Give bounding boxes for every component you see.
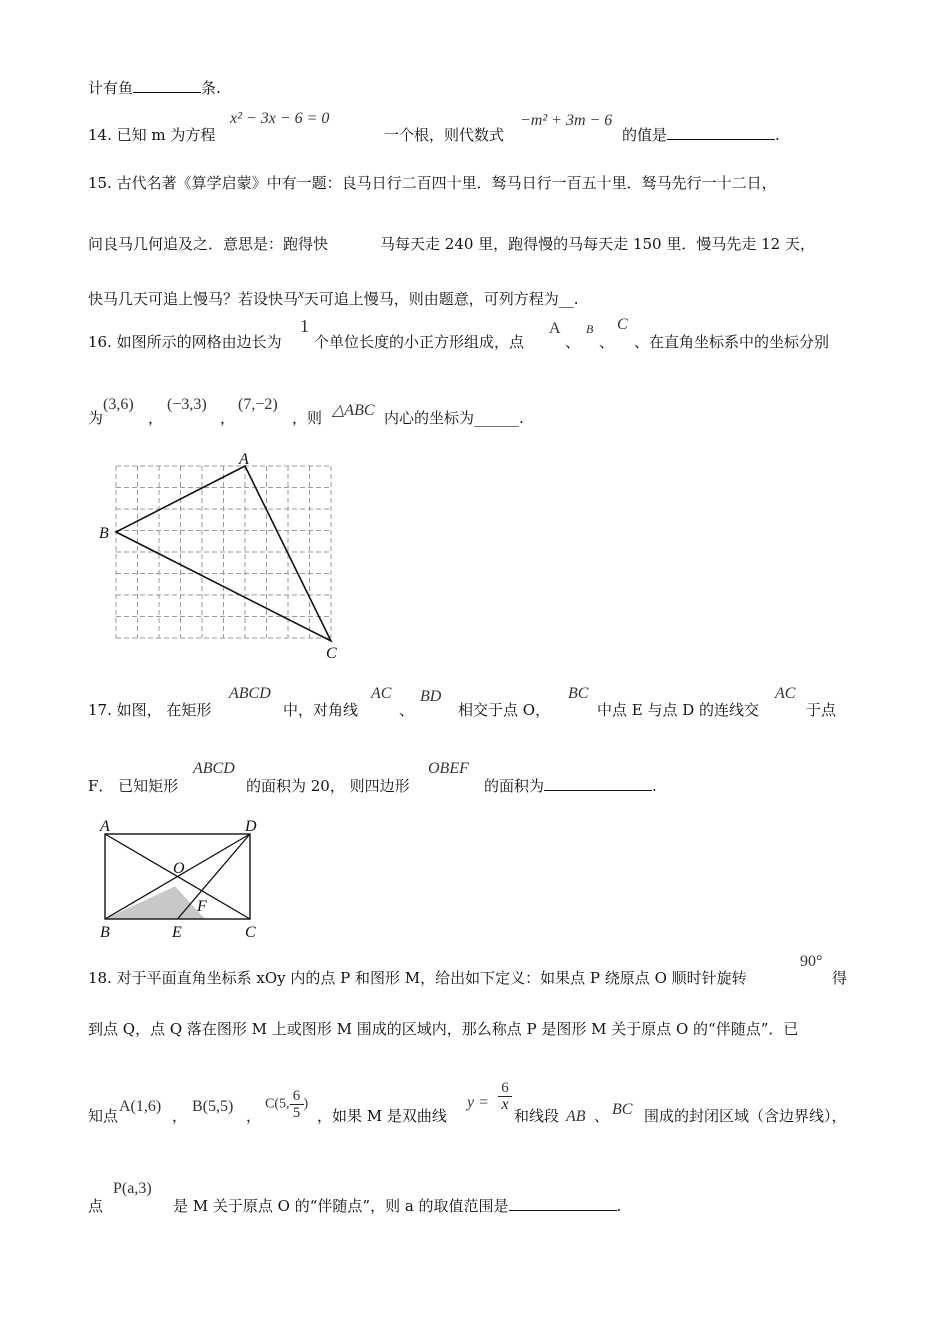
question-18-line1 (88, 968, 747, 988)
text (484, 776, 657, 796)
text: . (616, 1197, 622, 1215)
answer-blank (133, 78, 201, 93)
question-number: 15. (88, 174, 112, 192)
text: ， (148, 409, 164, 427)
question-15-line2 (88, 234, 815, 254)
text: 相交于点 O， (458, 701, 551, 719)
segment: AC (775, 685, 796, 702)
text: C(5, (265, 1096, 290, 1112)
text: 如图， 在矩形 (116, 701, 212, 719)
text: 条. (201, 79, 221, 97)
text: 马每天走 240 里，跑得慢的马每天走 150 里．慢马先走 12 天， (380, 235, 815, 253)
text: 是 M 关于原点 O 的“伴随点”，则 a 的取值范围是 (173, 1197, 509, 1215)
triangle: △ABC (332, 402, 375, 419)
text: ) (303, 1096, 309, 1112)
text: F． 已知矩形 (88, 777, 179, 795)
text: 内心的坐标为______. (384, 409, 524, 427)
text: 快马几天可追上慢马？若设快马 (88, 290, 299, 308)
text: . (775, 126, 780, 144)
text: 一个根，则代数式 (384, 126, 505, 144)
label-c: C (245, 924, 256, 940)
equation: x² − 3x − 6 = 0 (230, 110, 330, 127)
text: 问良马几何追及之．意思是：跑得快 (88, 235, 329, 253)
label-c: C (326, 645, 337, 662)
text: 为 (88, 409, 104, 427)
text: 已知 m 为方程 (116, 126, 216, 144)
point-p: P(a,3) (113, 1180, 152, 1197)
text (173, 1196, 621, 1216)
text (314, 332, 524, 352)
text: 个单位长度的小正方形组成，点 (314, 333, 525, 351)
text: 对于平面直角坐标系 xOy 内的点 P 和图形 M，给出如下定义：如果点 P 绕原点 O 顺时针旋转 (116, 969, 747, 987)
expression: −m² + 3m − 6 (520, 112, 613, 129)
numerator: 6 (501, 1080, 509, 1096)
text: 天可追上慢马，则由题意，可列方程为__. (303, 290, 579, 308)
text: 围成的封闭区域（含边界线）， (644, 1107, 847, 1125)
text: 于点 (806, 701, 837, 719)
text: 的值是 (622, 126, 668, 144)
text: 、 (399, 701, 415, 719)
segment: AB (566, 1108, 586, 1125)
text: 中点 E 与点 D 的连线交 (597, 701, 760, 719)
grid (116, 466, 331, 638)
denominator: 5 (292, 1105, 301, 1121)
fraction (290, 1088, 304, 1121)
text: . (652, 777, 657, 795)
question-number: 18. (88, 969, 112, 987)
text: ， (246, 1107, 262, 1125)
text: ， (172, 1107, 188, 1125)
shaded-region (105, 886, 205, 919)
coordinate: B(5,5) (192, 1098, 234, 1115)
question-number: 14. (88, 126, 112, 144)
label-d: D (245, 818, 257, 835)
text: ，如果 M 是双曲线 (317, 1107, 447, 1125)
rect-name: ABCD (229, 685, 271, 702)
text: 的面积为 (484, 777, 545, 795)
text: 和线段 (514, 1107, 560, 1125)
label-a: A (239, 451, 249, 468)
fraction (498, 1080, 512, 1113)
text: 古代名著《算学启蒙》中有一题：良马日行二百四十里．驽马日行一百五十里．驽马先行一十二日， (116, 174, 777, 192)
label-o: O (173, 860, 185, 877)
question-number: 16. (88, 333, 112, 351)
label-e: E (172, 924, 182, 940)
label-a: A (100, 818, 110, 835)
variable: x (298, 286, 304, 301)
label-b: B (100, 924, 110, 940)
text: ， (220, 409, 236, 427)
text: 、 (565, 333, 581, 351)
quad-name: OBEF (428, 760, 469, 777)
text: 得 (832, 969, 848, 987)
segment-de (178, 834, 251, 919)
text: 、 (594, 1107, 610, 1125)
text: 计有鱼 (88, 79, 134, 97)
text: 点 (88, 1197, 104, 1215)
question-18-line2: 到点 Q，点 Q 落在图形 M 上或图形 M 围成的区域内，那么称点 P 是图形 M 关于原点 O 的“伴随点”．已 (88, 1020, 799, 1038)
question-15-line3 (88, 284, 579, 309)
question-14 (88, 125, 215, 145)
text: 、在直角坐标系中的坐标分别 (634, 333, 830, 351)
segment: BC (612, 1101, 633, 1118)
coordinate: (3,6) (103, 396, 134, 413)
text: 知点 (88, 1107, 119, 1125)
denominator: x (501, 1096, 509, 1113)
point-label: C (617, 316, 628, 333)
text (384, 125, 504, 145)
coordinate: (−3,3) (167, 396, 207, 413)
question-17-line1 (88, 700, 211, 720)
point-label: A (549, 320, 561, 337)
numerator: 6 (292, 1088, 301, 1104)
rectangle-figure (95, 815, 270, 940)
coordinate-c (265, 1088, 308, 1121)
segment: BD (420, 688, 442, 705)
segment: BC (568, 685, 589, 702)
text: 如图所示的网格由边长为 (116, 333, 282, 351)
point-label: B (586, 322, 594, 336)
label-b: B (99, 525, 109, 542)
rect-name: ABCD (193, 760, 235, 777)
text: 的面积为 20， 则四边形 (246, 777, 410, 795)
text: 中，对角线 (283, 701, 359, 719)
angle: 90° (800, 953, 823, 970)
coordinate: A(1,6) (119, 1098, 162, 1115)
label-f: F (197, 898, 207, 915)
segment: AC (371, 685, 392, 702)
answer-blank (544, 776, 652, 791)
question-number: 17. (88, 701, 112, 719)
question-16-line1 (88, 332, 282, 352)
text (622, 125, 780, 145)
coordinate: (7,−2) (238, 396, 278, 413)
q13-tail (88, 78, 221, 98)
question-15-line1 (88, 173, 777, 193)
function: y = (467, 1094, 489, 1111)
answer-blank (509, 1196, 617, 1211)
answer-blank (667, 125, 775, 140)
text: 、 (599, 333, 615, 351)
text: ，则 (292, 409, 323, 427)
number: 1 (300, 316, 309, 336)
grid-triangle-figure (95, 448, 355, 664)
